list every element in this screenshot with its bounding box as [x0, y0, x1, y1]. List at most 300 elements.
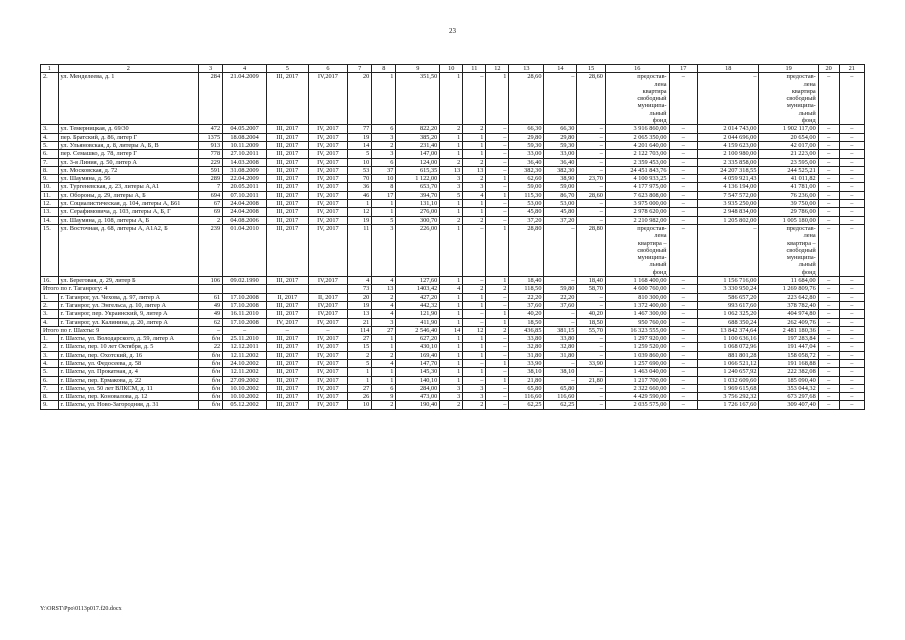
table-cell: б/н — [198, 401, 222, 409]
table-cell: 1 — [463, 200, 486, 208]
address-cell: г. Шахты, пер. Охотский, д. 16 — [58, 351, 198, 359]
table-cell: – — [463, 277, 486, 285]
table-cell: – — [544, 376, 577, 384]
table-cell: 1 467 300,00 — [605, 310, 669, 318]
table-cell: 615,35 — [396, 166, 440, 174]
table-cell: б/н — [198, 368, 222, 376]
table-cell: – — [839, 326, 864, 334]
table-cell: 28,80 — [509, 224, 544, 276]
table-cell: 1 297 920,00 — [605, 335, 669, 343]
header-cell: 2 — [58, 65, 198, 73]
table-cell: 1 969 615,68 — [698, 384, 759, 392]
table-cell: – — [669, 343, 698, 351]
table-cell: 2 — [463, 125, 486, 133]
table-cell: 62 — [198, 318, 222, 326]
table-cell: 673 297,68 — [759, 393, 818, 401]
table-cell: 1 068 072,96 — [698, 343, 759, 351]
table-cell: III, 2017 — [266, 166, 308, 174]
address-cell: ул. Шаумяна, д. 56 — [58, 175, 198, 183]
page-number: 23 — [449, 27, 456, 35]
table-cell: 4 — [348, 277, 372, 285]
table-cell: – — [818, 393, 839, 401]
table-cell: – — [669, 191, 698, 199]
table-cell: 158 058,72 — [759, 351, 818, 359]
table-cell: 33,00 — [509, 150, 544, 158]
table-cell: 53 — [348, 166, 372, 174]
table-cell: – — [839, 368, 864, 376]
table-cell: 1 — [463, 208, 486, 216]
table-row — [41, 335, 865, 343]
table-cell: 3 916 860,00 — [605, 125, 669, 133]
header-cell: 6 — [308, 65, 347, 73]
table-cell: – — [577, 368, 606, 376]
table-cell: 12.11.2002 — [223, 368, 267, 376]
table-cell: 2 035 575,00 — [605, 401, 669, 409]
table-cell: 18,50 — [577, 318, 606, 326]
table-cell: IV, 2017 — [308, 166, 347, 174]
table-row — [41, 133, 865, 141]
table-cell: 106 — [198, 277, 222, 285]
table-cell: 1 — [372, 73, 396, 125]
table-cell: – — [577, 216, 606, 224]
table-cell: 70 — [348, 175, 372, 183]
table-cell: III, 2017 — [266, 343, 308, 351]
table-cell: 1 — [348, 376, 372, 384]
table-cell: 169,40 — [396, 351, 440, 359]
table-cell: 23 595,00 — [759, 158, 818, 166]
table-cell: 1 039 860,00 — [605, 351, 669, 359]
table-cell: – — [463, 318, 486, 326]
table-cell: 10 — [348, 158, 372, 166]
table-cell: – — [669, 384, 698, 392]
table-row — [41, 368, 865, 376]
table-cell: 27.10.2011 — [223, 150, 267, 158]
table-cell: – — [463, 376, 486, 384]
table-cell: IV,2017 — [308, 301, 347, 309]
table-cell: 9 — [372, 393, 396, 401]
table-cell: 382,30 — [509, 166, 544, 174]
table-cell: III, 2017 — [266, 224, 308, 276]
table-cell: – — [669, 277, 698, 285]
table-row — [41, 166, 865, 174]
table-cell: 5 — [440, 191, 463, 199]
table-row — [41, 376, 865, 384]
table-cell: 1 463 040,00 — [605, 368, 669, 376]
table-cell: 20.05.2011 — [223, 183, 267, 191]
table-cell: 2 — [463, 216, 486, 224]
table-cell: 2 — [463, 285, 486, 293]
table-cell: 49 — [198, 310, 222, 318]
table-cell: 12 — [463, 326, 486, 334]
table-row — [41, 343, 865, 351]
total-label-cell: Итого по г. Таганрогу: 4 — [41, 285, 199, 293]
table-cell: 2 — [198, 216, 222, 224]
table-cell: – — [544, 73, 577, 125]
table-cell: 20 654,00 — [759, 133, 818, 141]
header-cell: 14 — [544, 65, 577, 73]
table-cell: – — [544, 277, 577, 285]
table-cell: 36,40 — [544, 158, 577, 166]
table-cell: 10 — [348, 401, 372, 409]
table-cell: – — [486, 150, 509, 158]
table-cell: – — [839, 73, 864, 125]
table-cell: III, 2017 — [266, 73, 308, 125]
table-cell: IV, 2017 — [308, 359, 347, 367]
table-cell: 472 — [198, 125, 222, 133]
table-cell: 262 409,76 — [759, 318, 818, 326]
table-cell: 13 — [348, 310, 372, 318]
row-number-cell: 9. — [41, 401, 59, 409]
table-cell: 86,70 — [544, 191, 577, 199]
table-cell: 18,50 — [509, 318, 544, 326]
table-cell: III, 2017 — [266, 216, 308, 224]
table-cell: 37,20 — [544, 216, 577, 224]
address-cell: г. Шахты, ул. Федосеева, д. 58 — [58, 359, 198, 367]
table-cell: – — [818, 125, 839, 133]
table-cell: 13 — [440, 166, 463, 174]
table-cell: 4 — [372, 277, 396, 285]
table-row — [41, 73, 865, 125]
table-cell: – — [839, 175, 864, 183]
table-cell: 276,00 — [396, 208, 440, 216]
table-cell: 21 223,00 — [759, 150, 818, 158]
table-cell: 114 — [348, 326, 372, 334]
row-number-cell: 2. — [41, 73, 59, 125]
table-cell: – — [463, 73, 486, 125]
table-cell: 6 — [372, 125, 396, 133]
header-row — [41, 65, 865, 73]
table-cell: 1 — [440, 141, 463, 149]
table-cell: 2 122 703,00 — [605, 150, 669, 158]
header-cell: 1 — [41, 65, 59, 73]
table-cell: – — [839, 216, 864, 224]
table-cell: 2 — [372, 401, 396, 409]
table-cell: – — [577, 393, 606, 401]
table-cell: 04.05.2007 — [223, 125, 267, 133]
row-number-cell: 1. — [41, 293, 59, 301]
table-cell: – — [669, 175, 698, 183]
table-cell: 2 044 696,00 — [698, 133, 759, 141]
table-cell: 1 — [440, 224, 463, 276]
table-cell: 01.04.2010 — [223, 224, 267, 276]
table-cell: – — [463, 359, 486, 367]
table-cell: 33,00 — [544, 150, 577, 158]
table-cell: 21 — [348, 318, 372, 326]
table-cell: 53,00 — [509, 200, 544, 208]
table-cell: 124,00 — [396, 158, 440, 166]
table-cell: 46 — [348, 191, 372, 199]
table-cell: – — [577, 150, 606, 158]
table-cell — [198, 285, 222, 293]
table-cell: III, 2017 — [266, 368, 308, 376]
footer-file-path: Y:\ORST\Ppo\0113p017.f20.docx — [40, 606, 122, 612]
table-cell: 76 236,00 — [759, 191, 818, 199]
table-cell: – — [544, 359, 577, 367]
table-cell: 07.10.2011 — [223, 191, 267, 199]
table-cell: 09.02.1990 — [223, 277, 267, 285]
table-cell: 31,80 — [509, 351, 544, 359]
table-cell: 3 — [440, 384, 463, 392]
table-cell: – — [669, 359, 698, 367]
table-cell: – — [818, 191, 839, 199]
table-cell: 8 — [372, 183, 396, 191]
table-cell: 222 382,08 — [759, 368, 818, 376]
total-row — [41, 326, 865, 334]
table-cell: 7 547 572,00 — [698, 191, 759, 199]
table-cell: – — [839, 183, 864, 191]
data-table — [40, 64, 865, 410]
table-cell: 1 — [440, 351, 463, 359]
table-cell: 17.10.2008 — [223, 301, 267, 309]
address-cell: ул. Обороны, д. 29, литеры А, Б — [58, 191, 198, 199]
table-cell: – — [577, 200, 606, 208]
table-cell: – — [577, 141, 606, 149]
table-cell: – — [839, 301, 864, 309]
table-cell: 2 546,40 — [396, 326, 440, 334]
table-cell: 41 011,82 — [759, 175, 818, 183]
table-cell: 1 — [463, 335, 486, 343]
table-cell: 18,40 — [509, 277, 544, 285]
table-cell: – — [818, 318, 839, 326]
table-cell: 3 975 000,00 — [605, 200, 669, 208]
table-row — [41, 224, 865, 276]
table-cell: III, 2017 — [266, 376, 308, 384]
table-cell: – — [839, 125, 864, 133]
table-cell: 27.09.2002 — [223, 376, 267, 384]
table-cell: – — [577, 384, 606, 392]
table-cell: 436,85 — [509, 326, 544, 334]
table-cell: 3 — [372, 133, 396, 141]
address-cell: ул. Московская, д. 72 — [58, 166, 198, 174]
table-cell: – — [486, 200, 509, 208]
row-number-cell: 16. — [41, 277, 59, 285]
table-cell: IV, 2017 — [308, 183, 347, 191]
table-cell: – — [839, 277, 864, 285]
table-cell: III, 2017 — [266, 301, 308, 309]
table-cell: 3 — [463, 183, 486, 191]
table-cell: – — [818, 310, 839, 318]
table-row — [41, 301, 865, 309]
table-cell: III, 2017 — [266, 200, 308, 208]
table-cell: 38,10 — [509, 368, 544, 376]
table-cell: 1 — [440, 293, 463, 301]
row-number-cell: 7. — [41, 384, 59, 392]
table-cell: 2 481 180,36 — [759, 326, 818, 334]
table-cell: 12 — [348, 208, 372, 216]
table-cell: 38,90 — [544, 175, 577, 183]
table-cell: 11 — [348, 224, 372, 276]
header-cell: 12 — [486, 65, 509, 73]
table-cell: – — [463, 310, 486, 318]
table-cell: IV, 2017 — [308, 401, 347, 409]
table-cell: 13 — [463, 166, 486, 174]
table-cell: 16 323 555,00 — [605, 326, 669, 334]
table-cell: – — [818, 216, 839, 224]
table-cell: 226,00 — [396, 224, 440, 276]
table-cell: 300,70 — [396, 216, 440, 224]
table-cell: 131,10 — [396, 200, 440, 208]
table-cell: – — [577, 351, 606, 359]
table-cell: 223 642,80 — [759, 293, 818, 301]
table-cell: 3 — [440, 183, 463, 191]
table-cell: – — [486, 158, 509, 166]
table-cell: 2 014 743,00 — [698, 125, 759, 133]
table-cell: 6 — [372, 384, 396, 392]
table-cell: 23,70 — [577, 175, 606, 183]
table-cell: 33,80 — [509, 335, 544, 343]
table-cell: – — [818, 183, 839, 191]
table-cell: 66,30 — [509, 125, 544, 133]
table-cell: – — [839, 224, 864, 276]
table-cell: 53,00 — [544, 200, 577, 208]
table-cell: – — [486, 343, 509, 351]
table-cell: 2 — [463, 175, 486, 183]
table-cell: – — [486, 141, 509, 149]
table-cell: – — [486, 335, 509, 343]
table-cell: 28,60 — [509, 73, 544, 125]
table-cell: 1 — [440, 277, 463, 285]
table-cell: 62,25 — [509, 401, 544, 409]
header-cell: 16 — [605, 65, 669, 73]
table-cell: IV, 2017 — [308, 335, 347, 343]
table-cell: 22 — [198, 343, 222, 351]
address-cell: г. Шахты, пер. Коновалова, д. 12 — [58, 393, 198, 401]
table-cell: 810 300,00 — [605, 293, 669, 301]
table-cell: III, 2017 — [266, 150, 308, 158]
table-cell — [308, 285, 347, 293]
table-cell: 694 — [198, 191, 222, 199]
table-cell: 1 — [486, 310, 509, 318]
table-cell: 381,15 — [544, 326, 577, 334]
table-cell: – — [669, 133, 698, 141]
table-cell: 1 100 636,16 — [698, 335, 759, 343]
row-number-cell: 2. — [41, 301, 59, 309]
table-cell: 394,70 — [396, 191, 440, 199]
table-cell: 1 — [348, 200, 372, 208]
table-cell: 14 — [440, 326, 463, 334]
table-cell: – — [669, 183, 698, 191]
address-cell: г. Шахты, пер. Ермакова, д. 22 — [58, 376, 198, 384]
row-number-cell: 4. — [41, 133, 59, 141]
table-cell: 382,30 — [544, 166, 577, 174]
table-cell: III, 2017 — [266, 141, 308, 149]
table-cell: – — [669, 376, 698, 384]
table-cell: – — [486, 125, 509, 133]
table-cell: – — [669, 301, 698, 309]
header-cell: 7 — [348, 65, 372, 73]
table-cell: 10.10.2002 — [223, 393, 267, 401]
table-cell: 55,70 — [577, 326, 606, 334]
table-cell: IV, 2017 — [308, 384, 347, 392]
table-cell: 191 447,04 — [759, 343, 818, 351]
table-cell: 591 — [198, 166, 222, 174]
table-cell: 3 — [372, 150, 396, 158]
table-cell: 1 — [440, 208, 463, 216]
table-cell: 1 066 521,12 — [698, 359, 759, 367]
table-cell: IV, 2017 — [308, 191, 347, 199]
table-cell: 3 — [372, 318, 396, 326]
table-cell: 1 217 700,00 — [605, 376, 669, 384]
table-cell: – — [577, 208, 606, 216]
table-cell: 1 — [440, 359, 463, 367]
table-cell: 289 — [198, 175, 222, 183]
table-cell: 24.04.2008 — [223, 200, 267, 208]
table-cell: 2 065 350,00 — [605, 133, 669, 141]
table-cell: – — [818, 150, 839, 158]
table-cell: 3 756 292,32 — [698, 393, 759, 401]
table-cell: IV, 2017 — [308, 125, 347, 133]
table-cell: – — [818, 384, 839, 392]
table-cell: – — [577, 301, 606, 309]
table-cell: – — [818, 208, 839, 216]
header-cell: 9 — [396, 65, 440, 73]
row-number-cell: 6. — [41, 376, 59, 384]
table-cell: – — [223, 326, 267, 334]
table-cell: 59,30 — [544, 141, 577, 149]
table-cell: – — [698, 73, 759, 125]
table-cell: 229 — [198, 158, 222, 166]
table-cell: III, 2017 — [266, 359, 308, 367]
address-cell: ул. Тургеневская, д. 23, литеры А,А1 — [58, 183, 198, 191]
table-cell: – — [486, 133, 509, 141]
table-row — [41, 208, 865, 216]
table-cell: 6 — [372, 158, 396, 166]
table-cell: 118,50 — [509, 285, 544, 293]
header-cell: 15 — [577, 65, 606, 73]
table-cell: IV, 2017 — [308, 224, 347, 276]
table-cell: – — [486, 293, 509, 301]
table-cell: 12.11.2002 — [223, 351, 267, 359]
table-cell: 4 136 194,00 — [698, 183, 759, 191]
table-cell: 1 — [372, 376, 396, 384]
table-cell: 32,80 — [509, 343, 544, 351]
table-cell: 1 726 167,60 — [698, 401, 759, 409]
table-cell: – — [839, 401, 864, 409]
table-cell: – — [486, 166, 509, 174]
table-row — [41, 359, 865, 367]
header-cell: 8 — [372, 65, 396, 73]
table-cell: 3 935 250,00 — [698, 200, 759, 208]
table-cell: II, 2017 — [266, 293, 308, 301]
table-cell: 378 782,40 — [759, 301, 818, 309]
table-cell: – — [486, 401, 509, 409]
table-row — [41, 393, 865, 401]
table-cell: 7 623 808,00 — [605, 191, 669, 199]
table-cell: IV, 2017 — [308, 368, 347, 376]
table-cell: – — [669, 150, 698, 158]
table-cell: IV, 2017 — [308, 343, 347, 351]
header-cell: 5 — [266, 65, 308, 73]
table-cell — [266, 285, 308, 293]
table-cell: 1 — [440, 73, 463, 125]
table-cell: 1 — [372, 200, 396, 208]
table-cell: 27 — [348, 384, 372, 392]
table-cell: III, 2017 — [266, 310, 308, 318]
table-cell: 14.03.2008 — [223, 158, 267, 166]
table-cell: 1 — [463, 133, 486, 141]
table-cell: 2 100 980,00 — [698, 150, 759, 158]
table-cell: III, 2017 — [266, 125, 308, 133]
table-cell — [223, 285, 267, 293]
table-cell: 4 429 590,00 — [605, 393, 669, 401]
table-cell: – — [818, 301, 839, 309]
table-cell: – — [669, 326, 698, 334]
table-cell: 191 168,88 — [759, 359, 818, 367]
table-cell: IV, 2017 — [308, 376, 347, 384]
table-cell: – — [839, 351, 864, 359]
table-cell: 1 — [486, 359, 509, 367]
table-cell: 2 978 620,00 — [605, 208, 669, 216]
